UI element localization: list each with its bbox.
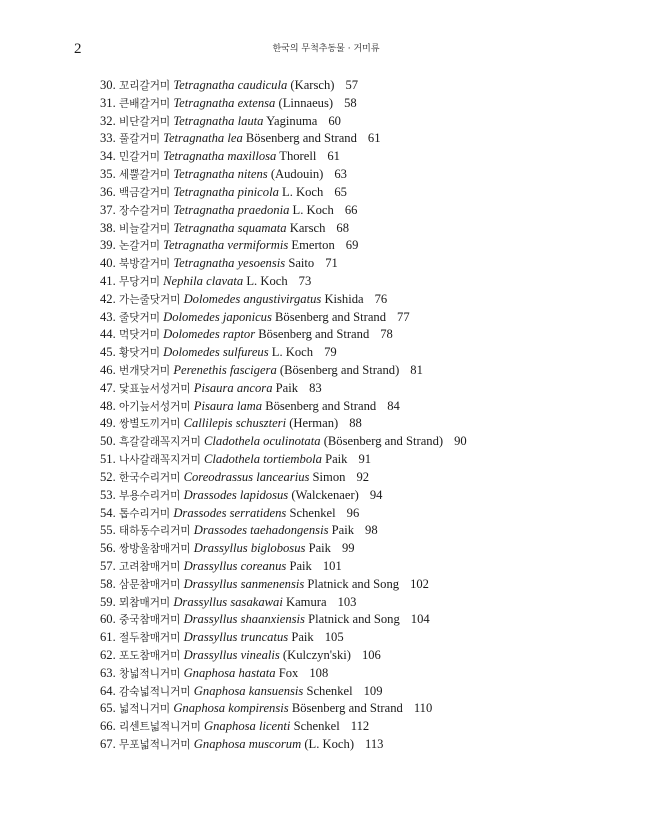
page-number: 2 — [74, 41, 82, 57]
author-name: Paik — [331, 523, 355, 538]
list-item — [100, 469, 640, 487]
scientific-name: Drassyllus sanmenensis — [183, 576, 305, 591]
list-item — [100, 77, 640, 95]
page-reference: 63 — [334, 167, 347, 182]
korean-name: 풀갈거미 — [119, 133, 160, 146]
page-reference: 76 — [374, 291, 388, 306]
scientific-name: Drassyllus biglobosus — [193, 541, 306, 556]
korean-name: 닻표늪서성거미 — [119, 382, 191, 395]
page-reference: 101 — [322, 558, 342, 573]
korean-name: 태하동수리거미 — [119, 525, 191, 538]
author-name: Schenkel — [289, 505, 336, 520]
entry-number: 33. — [100, 131, 116, 146]
author-name: Yaginuma — [266, 113, 318, 128]
author-name: L. Koch — [282, 184, 324, 199]
page-reference: 68 — [336, 220, 349, 235]
korean-name: 번개닷거미 — [119, 365, 171, 377]
entry-number: 58. — [100, 576, 116, 591]
author-name: Saito — [288, 256, 315, 271]
page-reference: 106 — [361, 648, 381, 662]
scientific-name: Coreodrassus lancearius — [183, 469, 310, 484]
list-item — [100, 148, 640, 166]
page-reference: 98 — [365, 523, 378, 538]
page-reference: 113 — [365, 737, 384, 752]
scientific-name: Pisaura ancora — [193, 380, 273, 395]
list-item — [100, 291, 640, 309]
entry-number: 43. — [100, 309, 116, 324]
entry-number: 53. — [100, 487, 116, 502]
list-item — [100, 451, 640, 469]
author-name: Emerton — [291, 238, 335, 253]
scientific-name: Callilepis schuszteri — [183, 416, 287, 431]
page-reference: 71 — [325, 256, 338, 271]
entry-number: 57. — [100, 558, 116, 573]
entry-number: 54. — [100, 505, 116, 520]
list-item — [100, 505, 640, 523]
scientific-name: Drassodes lapidosus — [183, 487, 289, 502]
scientific-name: Gnaphosa kansuensis — [193, 683, 304, 698]
page-reference: 84 — [387, 398, 400, 413]
korean-name: 비단갈거미 — [119, 115, 171, 128]
author-name: Bösenberg and Strand — [265, 398, 377, 413]
list-item — [100, 558, 640, 576]
entry-number: 40. — [100, 256, 116, 271]
entry-number: 30. — [100, 78, 116, 92]
entry-number: 46. — [100, 363, 116, 377]
korean-name: 줄닷거미 — [119, 311, 160, 324]
list-item — [100, 700, 640, 718]
korean-name: 북방갈거미 — [119, 258, 171, 271]
author-name: Paik — [291, 630, 314, 645]
author-name: (Audouin) — [270, 167, 324, 182]
scientific-name: Tetragnatha pinicola — [173, 184, 279, 199]
entry-number: 64. — [100, 683, 116, 698]
scientific-name: Tetragnatha lauta — [173, 113, 264, 128]
author-name: (Herman) — [289, 416, 339, 431]
scientific-name: Tetragnatha maxillosa — [163, 149, 277, 164]
entry-number: 38. — [100, 220, 116, 235]
scientific-name: Tetragnatha praedonia — [173, 202, 290, 217]
korean-name: 백금갈거미 — [119, 186, 171, 199]
author-name: (Walckenaer) — [291, 487, 359, 502]
page-reference: 110 — [413, 701, 433, 716]
korean-name: 무포넓적니거미 — [119, 739, 191, 752]
list-item — [100, 202, 640, 220]
korean-name: 장수갈거미 — [119, 204, 171, 217]
species-list — [100, 77, 640, 754]
list-item — [100, 629, 640, 647]
korean-name: 창넓적니거미 — [119, 667, 181, 680]
page-reference: 58 — [344, 95, 357, 110]
page-reference: 77 — [397, 309, 410, 324]
page-reference: 108 — [309, 665, 329, 680]
list-item — [100, 736, 640, 754]
list-item — [100, 309, 640, 327]
korean-name: 논갈거미 — [119, 240, 160, 253]
page-reference: 99 — [341, 541, 355, 556]
list-item — [100, 95, 640, 113]
scientific-name: Gnaphosa hastata — [183, 665, 276, 680]
list-item — [100, 398, 640, 416]
author-name: Bösenberg and Strand — [258, 327, 370, 342]
korean-name: 고려참매거미 — [119, 560, 181, 573]
korean-name: 리센트넓적니거미 — [119, 721, 201, 734]
entry-number: 44. — [100, 327, 116, 342]
korean-name: 꼬리갈거미 — [119, 80, 171, 92]
entry-number: 51. — [100, 452, 116, 467]
korean-name: 절두참매거미 — [119, 632, 181, 645]
entry-number: 61. — [100, 630, 116, 645]
author-name: (Karsch) — [290, 78, 335, 92]
entry-number: 32. — [100, 113, 116, 128]
list-item — [100, 380, 640, 398]
author-name: L. Koch — [246, 273, 288, 288]
list-item — [100, 683, 640, 701]
korean-name: 먹닷거미 — [119, 329, 160, 342]
entry-number: 36. — [100, 184, 116, 199]
author-name: Fox — [278, 665, 299, 680]
korean-name: 민갈거미 — [119, 151, 160, 164]
entry-number: 52. — [100, 469, 116, 484]
entry-number: 62. — [100, 648, 116, 662]
author-name: Simon — [312, 469, 346, 484]
author-name: Paik — [289, 558, 312, 573]
page-reference: 83 — [309, 380, 322, 395]
author-name: Thorell — [279, 149, 317, 164]
list-item — [100, 362, 640, 380]
scientific-name: Gnaphosa licenti — [204, 719, 291, 734]
page-reference: 91 — [358, 452, 372, 467]
author-name: Platnick and Song — [308, 612, 400, 627]
korean-name: 뫼참매거미 — [119, 596, 171, 609]
scientific-name: Gnaphosa kompirensis — [173, 701, 289, 716]
entry-number: 63. — [100, 665, 116, 680]
entry-number: 39. — [100, 238, 116, 253]
page-reference: 61 — [367, 131, 381, 146]
running-header: 한국의 무척추동물 · 거미류 — [272, 44, 380, 54]
list-item — [100, 665, 640, 683]
entry-number: 66. — [100, 719, 116, 734]
page-reference: 66 — [344, 202, 358, 217]
author-name: Paik — [325, 452, 348, 467]
author-name: Kishida — [324, 291, 364, 306]
korean-name: 한국수리거미 — [119, 471, 181, 484]
korean-name: 가는줄닷거미 — [119, 293, 181, 306]
author-name: (L. Koch) — [304, 737, 355, 752]
page-reference: 96 — [346, 505, 360, 520]
author-name: (Bösenberg and Strand) — [323, 434, 444, 449]
korean-name: 흑갈갈래꼭지거미 — [119, 436, 201, 449]
entry-number: 31. — [100, 95, 116, 110]
scientific-name: Dolomedes japonicus — [163, 309, 272, 324]
page-reference: 90 — [454, 434, 467, 449]
list-item — [100, 718, 640, 736]
scientific-name: Drassodes serratidens — [173, 505, 287, 520]
page-reference: 94 — [369, 487, 383, 502]
scientific-name: Tetragnatha caudicula — [173, 78, 288, 92]
page-reference: 61 — [327, 149, 340, 164]
scientific-name: Drassyllus coreanus — [183, 558, 287, 573]
entry-number: 50. — [100, 434, 116, 449]
author-name: L. Koch — [271, 345, 314, 360]
page-reference: 102 — [410, 576, 429, 591]
list-item — [100, 326, 640, 344]
list-item — [100, 255, 640, 273]
list-item — [100, 220, 640, 238]
entry-number: 59. — [100, 594, 116, 609]
entry-number: 49. — [100, 416, 116, 431]
author-name: Schenkel — [293, 719, 340, 734]
list-item — [100, 344, 640, 362]
page-reference: 104 — [410, 612, 430, 627]
author-name: Platnick and Song — [307, 576, 400, 591]
entry-number: 42. — [100, 291, 116, 306]
korean-name: 비늘갈거미 — [119, 222, 171, 235]
list-item — [100, 166, 640, 184]
entry-number: 48. — [100, 398, 116, 413]
entry-number: 34. — [100, 149, 116, 164]
page-reference: 105 — [324, 630, 344, 645]
korean-name: 무당거미 — [119, 275, 160, 288]
korean-name: 감숙넓적니거미 — [119, 685, 191, 698]
korean-name: 쌍별도끼거미 — [119, 418, 181, 431]
scientific-name: Drassyllus shaanxiensis — [183, 612, 305, 627]
entry-number: 67. — [100, 737, 116, 752]
korean-name: 삼문참매거미 — [119, 578, 181, 591]
list-item — [100, 433, 640, 451]
page-reference: 57 — [345, 78, 359, 92]
scientific-name: Cladothela tortiembola — [204, 452, 322, 467]
author-name: (Kulczyn'ski) — [282, 648, 351, 662]
list-item — [100, 273, 640, 291]
korean-name: 중국참매거미 — [119, 614, 181, 627]
entry-number: 65. — [100, 701, 116, 716]
entry-number: 37. — [100, 202, 116, 217]
scientific-name: Tetragnatha nitens — [173, 167, 268, 182]
author-name: Schenkel — [306, 683, 353, 698]
scientific-name: Drassodes taehadongensis — [193, 523, 329, 538]
entry-number: 56. — [100, 541, 116, 556]
scientific-name: Drassyllus sasakawai — [173, 594, 283, 609]
author-name: Bösenberg and Strand — [245, 131, 357, 146]
author-name: Karsch — [289, 220, 326, 235]
list-item — [100, 487, 640, 505]
scientific-name: Dolomedes angustivirgatus — [183, 291, 322, 306]
list-item — [100, 540, 640, 558]
page-reference: 92 — [356, 469, 370, 484]
korean-name: 쌍방울참매거미 — [119, 543, 191, 556]
list-item — [100, 576, 640, 594]
scientific-name: Tetragnatha yesoensis — [173, 256, 286, 271]
author-name: L. Koch — [292, 202, 334, 217]
scientific-name: Pisaura lama — [193, 398, 263, 413]
scientific-name: Drassyllus truncatus — [183, 630, 289, 645]
list-item — [100, 611, 640, 629]
scientific-name: Nephila clavata — [163, 273, 244, 288]
page-reference: 65 — [334, 184, 347, 199]
author-name: (Linnaeus) — [278, 95, 334, 110]
scientific-name: Cladothela oculinotata — [204, 434, 321, 449]
list-item — [100, 415, 640, 433]
scientific-name: Tetragnatha extensa — [173, 95, 276, 110]
page-reference: 79 — [324, 345, 337, 360]
entry-number: 41. — [100, 273, 116, 288]
korean-name: 세뿔갈거미 — [119, 169, 171, 182]
page-reference: 60 — [328, 113, 341, 128]
korean-name: 포도참매거미 — [119, 650, 181, 662]
korean-name: 아기늪서성거미 — [119, 400, 191, 413]
page-reference: 88 — [349, 416, 362, 431]
korean-name: 큰배갈거미 — [119, 97, 171, 110]
scientific-name: Tetragnatha vermiformis — [163, 238, 289, 253]
list-item — [100, 113, 640, 131]
list-item — [100, 237, 640, 255]
author-name: Paik — [308, 541, 331, 556]
page-reference: 78 — [380, 327, 393, 342]
page-reference: 112 — [350, 719, 370, 734]
author-name: Kamura — [286, 594, 327, 609]
scientific-name: Gnaphosa muscorum — [193, 737, 302, 752]
korean-name: 나사갈래꼭지거미 — [119, 454, 201, 467]
list-item — [100, 130, 640, 148]
scientific-name: Dolomedes sulfureus — [163, 345, 269, 360]
entry-number: 47. — [100, 380, 116, 395]
entry-number: 60. — [100, 612, 116, 627]
author-name: Bösenberg and Strand — [275, 309, 387, 324]
korean-name: 황닷거미 — [119, 347, 160, 360]
scientific-name: Perenethis fascigera — [173, 363, 277, 377]
korean-name: 부용수리거미 — [119, 489, 181, 502]
page-reference: 69 — [345, 238, 359, 253]
page-reference: 109 — [363, 683, 383, 698]
korean-name: 톱수리거미 — [119, 507, 171, 520]
page-reference: 73 — [298, 273, 312, 288]
scientific-name: Tetragnatha squamata — [173, 220, 287, 235]
author-name: Bösenberg and Strand — [291, 701, 403, 716]
author-name: (Bösenberg and Strand) — [279, 363, 400, 377]
list-item — [100, 647, 640, 665]
entry-number: 45. — [100, 345, 116, 360]
entry-number: 35. — [100, 167, 116, 182]
list-item — [100, 184, 640, 202]
korean-name: 넓적니거미 — [119, 703, 171, 716]
list-item — [100, 522, 640, 540]
author-name: Paik — [275, 380, 299, 395]
scientific-name: Dolomedes raptor — [163, 327, 256, 342]
scientific-name: Drassyllus vinealis — [183, 648, 280, 662]
page-reference: 103 — [337, 594, 357, 609]
page-reference: 81 — [410, 363, 423, 377]
entry-number: 55. — [100, 523, 116, 538]
list-item — [100, 594, 640, 612]
scientific-name: Tetragnatha lea — [163, 131, 243, 146]
